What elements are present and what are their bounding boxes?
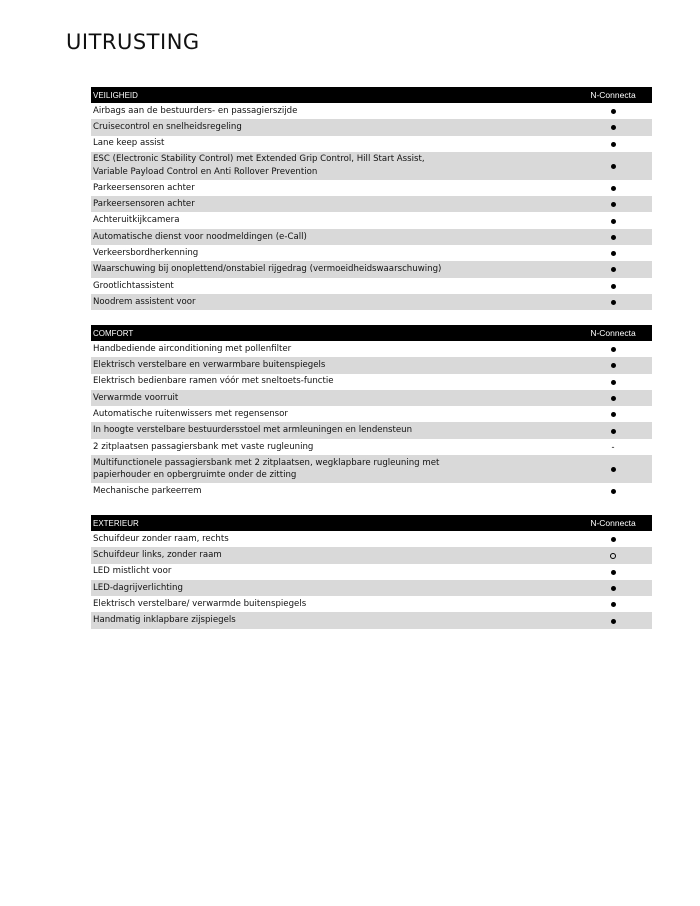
table-row [91,390,652,406]
table-row [91,278,652,294]
standard-dot-icon [611,619,616,624]
standard-dot-icon [611,235,616,240]
feature-label: Achteruitkijkcamera [93,215,180,226]
table-row [91,547,652,563]
table-row [91,294,652,310]
table-row [91,212,652,228]
table-header [91,325,652,341]
availability-cell [574,231,652,244]
standard-dot-icon [611,396,616,401]
availability-cell [574,280,652,293]
feature-label: ESC (Electronic Stability Control) met Extended Grip Control, Hill Start Assist, Variable Payload Control en Anti Rollover Prevention [93,154,425,177]
standard-dot-icon [611,164,616,169]
availability-cell [574,296,652,309]
feature-label: Waarschuwing bij onoplettend/onstabiel rijgedrag (vermoeidheidswaarschuwing) [93,264,442,275]
availability-cell [574,614,652,627]
feature-label: In hoogte verstelbare bestuurdersstoel met armleuningen en lendensteun [93,425,413,436]
availability-cell [574,375,652,388]
standard-dot-icon [611,602,616,607]
availability-cell [574,343,652,356]
standard-dot-icon [611,109,616,114]
feature-label: Airbags aan de bestuurders- en passagierszijde [93,105,298,116]
availability-cell [574,582,652,595]
standard-dot-icon [611,142,616,147]
feature-label: Verkeersbordherkenning [93,247,199,258]
availability-cell [574,160,652,173]
availability-cell [574,441,652,454]
availability-cell [574,392,652,405]
page-title: UITRUSTING [66,30,200,54]
standard-dot-icon [611,570,616,575]
standard-dot-icon [611,347,616,352]
category-heading: EXTERIEUR [93,518,139,528]
table-header [91,87,652,103]
availability-cell [574,533,652,546]
table-row [91,136,652,152]
feature-label: Cruisecontrol en snelheidsregeling [93,122,242,133]
availability-cell [574,424,652,437]
table-row [91,196,652,212]
feature-label: Grootlichtassistent [93,280,174,291]
standard-dot-icon [611,267,616,272]
feature-label: Verwarmde voorruit [93,392,179,403]
feature-label: Noodrem assistent voor [93,296,196,307]
availability-cell [574,263,652,276]
feature-label: Elektrisch bedienbare ramen vóór met sneltoets-functie [93,376,334,387]
table-row [91,229,652,245]
standard-dot-icon [611,586,616,591]
table-row [91,103,652,119]
availability-cell [574,214,652,227]
table-row [91,245,652,261]
availability-cell [574,463,652,476]
category-heading: COMFORT [93,328,134,338]
feature-label: Schuifdeur zonder raam, rechts [93,533,229,544]
table-exterieur [91,515,652,629]
standard-dot-icon [611,219,616,224]
availability-cell [574,359,652,372]
feature-label: Automatische ruitenwissers met regensensor [93,409,288,420]
standard-dot-icon [611,125,616,130]
standard-dot-icon [611,363,616,368]
standard-dot-icon [611,489,616,494]
category-heading: VEILIGHEID [93,90,138,100]
table-row [91,261,652,277]
standard-dot-icon [611,202,616,207]
column-heading: N-Connecta [590,90,636,100]
feature-label: LED mistlicht voor [93,566,172,577]
feature-label: Handmatig inklapbare zijspiegels [93,615,236,626]
standard-dot-icon [611,537,616,542]
feature-label: Parkeersensoren achter [93,199,195,210]
standard-dot-icon [611,380,616,385]
standard-dot-icon [611,412,616,417]
table-row [91,483,652,499]
table-row [91,564,652,580]
availability-cell [574,137,652,150]
availability-cell [574,247,652,260]
column-heading: N-Connecta [590,518,636,528]
availability-cell [574,198,652,211]
feature-label: Elektrisch verstelbare/ verwarmde buitenspiegels [93,599,307,610]
availability-cell [574,565,652,578]
feature-label: Schuifdeur links, zonder raam [93,550,222,561]
feature-label: Mechanische parkeerrem [93,485,202,496]
table-comfort [91,325,652,499]
table-row [91,439,652,455]
table-veiligheid [91,87,652,310]
table-header [91,515,652,531]
table-row [91,455,652,483]
feature-label: LED-dagrijverlichting [93,582,183,593]
standard-dot-icon [611,284,616,289]
standard-dot-icon [611,251,616,256]
feature-label: Multifunctionele passagiersbank met 2 zitplaatsen, wegklapbare rugleuning met papierhouder en opbergruimte onder de zitting [93,457,440,481]
feature-label: Lane keep assist [93,138,165,149]
availability-cell [574,408,652,421]
feature-label: Handbediende airconditioning met pollenfilter [93,343,292,354]
table-row [91,152,652,180]
availability-cell [574,549,652,562]
table-row [91,612,652,628]
column-heading: N-Connecta [590,328,636,338]
table-row [91,357,652,373]
optional-ring-icon [610,553,616,559]
table-row [91,422,652,438]
standard-dot-icon [611,300,616,305]
table-row [91,374,652,390]
table-row [91,341,652,357]
availability-cell [574,598,652,611]
standard-dot-icon [611,467,616,472]
standard-dot-icon [611,429,616,434]
availability-cell [574,182,652,195]
feature-label: Parkeersensoren achter [93,182,195,193]
availability-cell [574,105,652,118]
table-row [91,580,652,596]
table-row [91,406,652,422]
feature-label: Automatische dienst voor noodmeldingen (e-Call) [93,231,307,242]
feature-label: 2 zitplaatsen passagiersbank met vaste rugleuning [93,441,314,452]
not-available-mark: - [611,441,615,452]
feature-label: Elektrisch verstelbare en verwarmbare buitenspiegels [93,360,326,371]
availability-cell [574,121,652,134]
table-row [91,596,652,612]
table-row [91,531,652,547]
table-row [91,180,652,196]
standard-dot-icon [611,186,616,191]
availability-cell [574,485,652,498]
table-row [91,119,652,135]
